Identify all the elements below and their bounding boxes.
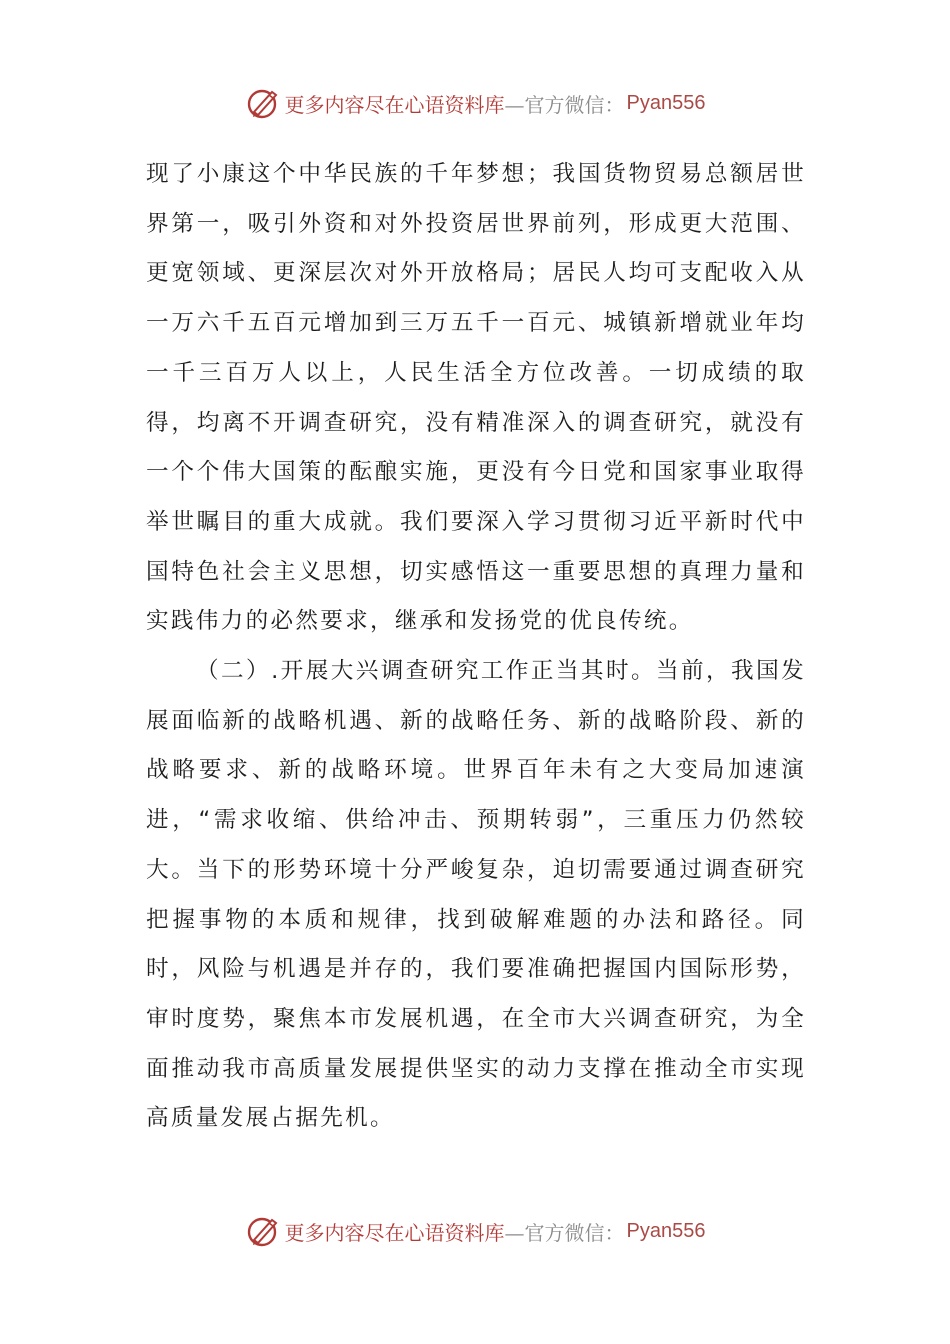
paragraph-1: 现了小康这个中华民族的千年梦想；我国货物贸易总额居世界第一，吸引外资和对外投资居世界前列，形成更大范围、更宽领域、更深层次对外开放格局；居民人均可支配收入从一万六千五百元增加到三万五千一百元、城镇新增就业年均一千三百万人以上，人民生活全方位改善。一切成绩的取得，均离不开调查研究，没有精准深入的调查研究，就没有一个个伟大国策的酝酿实施，更没有今日党和国家事业取得举世瞩目的重大成就。我们要深入学习贯彻习近平新时代中国特色社会主义思想，切实感悟这一重要思想的真理力量和实践伟力的必然要求，继承和发扬党的优良传统。 <box>146 161 806 635</box>
watermark-sub-text: —官方微信： <box>504 92 625 117</box>
watermark-wechat-id: Pyan556 <box>626 91 706 114</box>
document-body <box>146 150 806 1144</box>
pen-logo-icon <box>245 85 281 121</box>
watermark-main-text: 更多内容尽在心语资料库 <box>284 92 505 117</box>
watermark-sub-text: —官方微信： <box>504 1220 625 1245</box>
watermark-wechat-id: Pyan556 <box>626 1219 706 1242</box>
pen-logo-icon <box>245 1213 281 1249</box>
paragraph-2: （二）.开展大兴调查研究工作正当其时。当前，我国发展面临新的战略机遇、新的战略任务、新的战略阶段、新的战略要求、新的战略环境。世界百年未有之大变局加速演进，“需求收缩、供给冲击、预期转弱”，三重压力仍然较大。当下的形势环境十分严峻复杂，迫切需要通过调查研究把握事物的本质和规律，找到破解难题的办法和路径。同时，风险与机遇是并存的，我们要准确把握国内国际形势，审时度势，聚焦本市发展机遇，在全市大兴调查研究，为全面推动我市高质量发展提供坚实的动力支撑在推动全市实现高质量发展占据先机。 <box>146 658 806 1132</box>
header-watermark <box>0 83 950 123</box>
watermark-main-text: 更多内容尽在心语资料库 <box>284 1220 505 1245</box>
footer-watermark <box>0 1211 950 1251</box>
